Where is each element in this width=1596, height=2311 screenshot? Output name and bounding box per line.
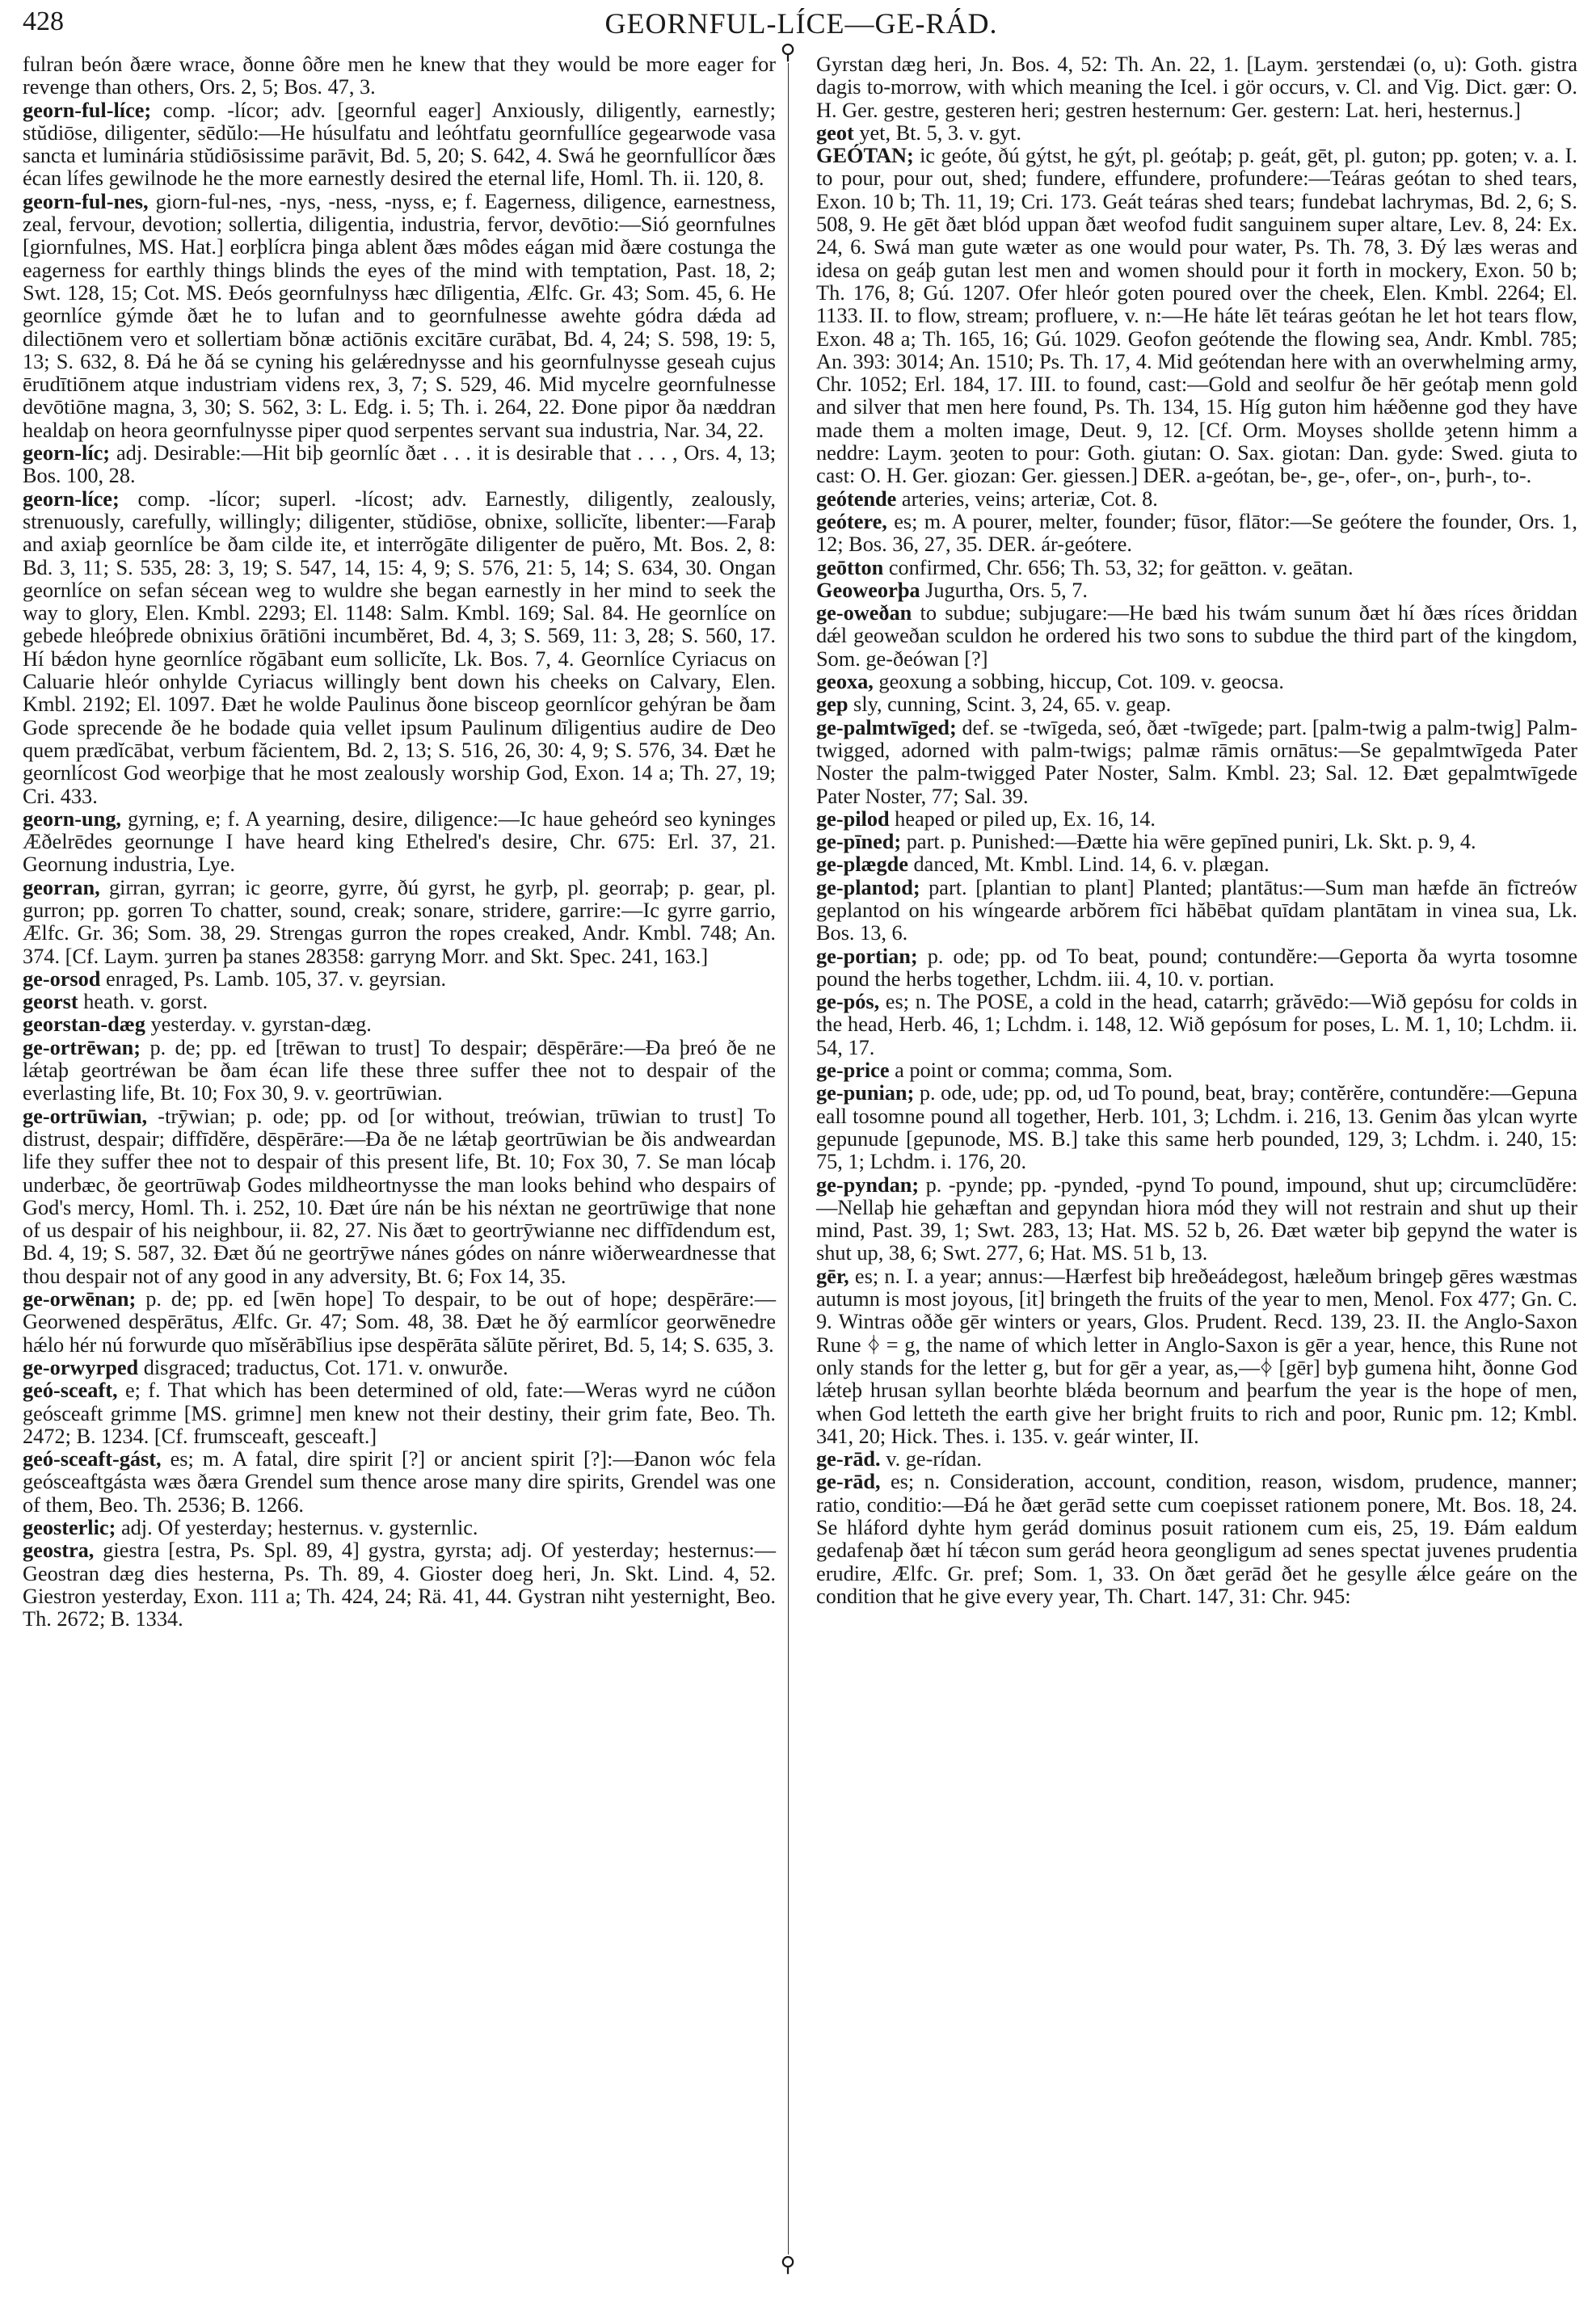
- headword: ge-orwyrped: [23, 1355, 139, 1379]
- headword: ge-ortrūwian,: [23, 1104, 148, 1128]
- headword: ge-pīned;: [816, 830, 902, 854]
- entry-body: confirmed, Chr. 656; Th. 53, 32; for geātton. v. geātan.: [888, 555, 1354, 579]
- entry-body: adj. Of yesterday; hesternus. v. gysternlic.: [120, 1516, 478, 1539]
- headword: geostra,: [23, 1539, 95, 1563]
- entry-body: yesterday. v. gyrstan-dæg.: [150, 1012, 372, 1037]
- headword: georn-ung,: [23, 806, 121, 831]
- dictionary-entry: [816, 945, 1577, 991]
- headword: georstan-dæg: [23, 1012, 145, 1037]
- entry-body: def. se -twīgeda, seó, ðæt -twīgede; part. [palm-twig a palm-twig] Palm-twigged, adorned with palm-twigs; palmæ rāmis ornātus:—Se gepalmtwīgeda Pater Noster the palm-twigged Pater Noster, Salm. Kmbl. 23; Sal. 12. Ðæt gepalmtwīgede Pater Noster, 77; Sal. 39.: [816, 715, 1577, 808]
- entry-body: comp. -lícor; adv. [geornful eager] Anxiously, diligently, earnestly; stŭdiōse, diligenter, sēdŭlo:—He húsulfatu and leóhtfatu geornfullíce gegearwode vasa sancta et luminária stŭdiōsissime parāvit, Bd. 5, 20; S. 642, 4. Swá he geornfullícor ðæs écan lífes gewilnode he the more earnestly desired the eternal life, Homl. Th. ii. 120, 8.: [23, 98, 776, 191]
- dictionary-entry: [23, 1448, 776, 1517]
- dictionary-entry: [816, 853, 1577, 876]
- headword: ge-pyndan;: [816, 1172, 920, 1197]
- dictionary-entry: [816, 808, 1577, 831]
- dictionary-entry: [816, 122, 1577, 145]
- entry-body: enraged, Ps. Lamb. 105, 37. v. geyrsian.: [105, 966, 447, 991]
- dictionary-entry: [23, 53, 776, 99]
- dictionary-entry: [816, 717, 1577, 808]
- dictionary-entry: [23, 808, 776, 877]
- headword: ge-rād,: [816, 1470, 881, 1494]
- headword: georn-ful-nes,: [23, 189, 149, 213]
- entry-body: adj. Desirable:—Hit biþ geornlíc ðæt . . . it is desirable that . . . , Ors. 4, 13; Bos. 100, 28.: [23, 441, 776, 488]
- entry-body: giestra [estra, Ps. Spl. 89, 4] gystra, gyrsta; adj. Of yesterday; hesternus:—Geostran dæg dies hesterna, Ps. Th. 89, 4. Gioster doeg heri, Jn. Skt. Lind. 4, 52. Giestron yesterday, Exon. 111 a; Th. 424, 24; Rä. 41, 44. Gystran niht yesternight, Beo. Th. 2672; B. 1334.: [23, 1539, 776, 1631]
- right-column: [816, 53, 1577, 1608]
- entry-body: -trȳwian; p. ode; pp. od [or without, treówian, trūwian to trust] To distrust, despair; diffīdĕre, dēspērāre:—Ða ðe ne lǽtaþ geortrūwian be ðis andweardan life they suffer thee not to despair of this present life, Bt. 10; Fox 30, 7. Se man lócaþ underbæc, ðe geortrūwaþ Godes mildheortnysse the man looks behind who despairs of God's mercy, Homl. Th. i. 252, 10. Ðæt úre nán be his néxtan ne geortrūwige that none of us despair of his neighbour, ii. 82, 27. Nis ðæt to geortrȳwianne nec diffīdendum est, Bd. 4, 19; S. 587, 32. Ðæt ðú ne geortrȳwe nánes gódes on nánre wiðerweardnesse that thou despair not of any good in any adversity, Bt. 6; Fox 14, 35.: [23, 1104, 777, 1288]
- column-divider: [788, 48, 789, 2263]
- dictionary-entry: [23, 1105, 776, 1288]
- headword: ge-oweðan: [816, 601, 912, 625]
- dictionary-entry: [816, 1471, 1577, 1608]
- entry-body: yet, Bt. 5, 3. v. gyt.: [859, 120, 1021, 145]
- entry-body: Jugurtha, Ors. 5, 7.: [925, 578, 1088, 602]
- entry-body: comp. -lícor; superl. -lícost; adv. Earnestly, diligently, zealously, strenuously, carefully, willingly; diligenter, stŭdiōse, obnixe, sollicĭte, libenter:—Faraþ and axiaþ geornlíce be ðam cilde ite, et interrŏgāte diligenter de puĕro, Mt. Bos. 2, 8: Bd. 3, 11; S. 535, 28: 3, 19; S. 547, 14, 15: 4, 9; S. 576, 21: 5, 14; S. 634, 30. Ongan geornlíce on sefan sécean weg to wuldre she began earnestly in her mind to seek the way to glory, Elen. Kmbl. 2293; El. 1148: Salm. Kmbl. 169; Sal. 84. He geornlíce on gebede hleóþrede obnixius ōrātiōni incumbĕret, Bd. 4, 3; S. 569, 11: 3, 28; S. 560, 17. Hí bǽdon hyne geornlíce rŏgābant eum sollicĭte, Lk. Bos. 7, 4. Geornlíce Cyriacus on Caluarie hleór onhylde Cyriacus willingly bent down his cheeks on Calvary, Elen. Kmbl. 2192; El. 1097. Ðæt he wolde Paulinus ðone bisceop geornlícor gehýran be ðam Gode sprecende ðe he bodade quia vellet ipsum Paulinum dīligentius audire de Deo quem prædĭcābat, verbum făcientem, Bd. 2, 13; S. 516, 26, 30: 4, 9; S. 576, 34. Ðæt he geornlícost God weorþige that he most zealously worship God, Exon. 14 a; Th. 27, 19; Cri. 433.: [23, 486, 776, 808]
- dictionary-entry: [816, 877, 1577, 945]
- page-header: [23, 6, 1580, 42]
- dictionary-entry: [816, 1174, 1577, 1265]
- dictionary-entry: [816, 53, 1577, 122]
- page-number: 428: [23, 6, 64, 36]
- dictionary-entry: [816, 145, 1577, 487]
- entry-body: es; n. I. a year; annus:—Hærfest biþ hreðeádegost, hæleðum bringeþ gēres wæstmas autumn is most joyous, [it] bringeth the fruits of the year to men, Menol. Fox 477; Gn. C. 9. Wintras oððe gēr winters or years, Glos. Prudent. Recd. 139, 23. II. the Anglo-Saxon Rune ᛄ = g, the name of which letter in Anglo-Saxon is gēr a year, hence, this Rune not only stands for the letter g, but for gēr a year, as,—ᛄ [gēr] byþ gumena hiht, ðonne God lǽteþ hrusan syllan beorhte blǽda beornum and þearfum the year is the hope of men, when God letteth the earth give her bright fruits to rich and poor, Runic pm. 12; Kmbl. 341, 20; Hick. Thes. i. 135. v. geár winter, II.: [816, 1264, 1577, 1448]
- entry-body: girran, gyrran; ic georre, gyrre, ðú gyrst, he gyrþ, pl. georraþ; p. gear, pl. gurron; pp. gorren To chatter, sound, creak; sonare, stridere, garrire:—Ic gyrre garrio, Ælfc. Gr. 36; Som. 38, 29. Strengas gurron the ropes creaked, Andr. Kmbl. 748; An. 374. [Cf. Laym. ȝurren þa stanes 28358: garryng Morr. and Skt. Spec. 241, 163.]: [23, 875, 776, 968]
- entry-body: giorn-ful-nes, -nys, -ness, -nyss, e; f. Eagerness, diligence, earnestness, zeal, fervour, devotion; sollertia, diligentia, industria, fervor, devōtio:—Sió geornfulnes [giornfulnes, MS. Hat.] eorþlícra þinga ablent ðæs môdes eágan mid ðære costunga the eagerness for earthly things blinds the eyes of the mind with temptation, Past. 18, 2; Swt. 128, 15; Cot. MS. Ðeós geornfulnyss hæc dīligentia, Ælfc. Gr. 43; Som. 45, 6. He geornlíce gýmde ðæt he to lufan and to geornfulnesse awehte gódra dǽda ad dilectiōnem vero et sollertiam bŏnæ actiōnis excitāre curābat, Bd. 4, 24; S. 598, 19: 5, 13; S. 632, 8. Ðá he ðá se cyning his gelǽrednysse and his geornfulnysse geseah cujus ērudītiōnem atque industriam videns rex, 3, 7; S. 529, 46. Mid mycelre geornfulnesse devōtiōne magna, 3, 30; S. 562, 3: L. Edg. i. 5; Th. i. 264, 22. Ðone pipor ða næddran healdaþ on heora geornfulnysse piper quod serpentes servant sua industria, Nar. 34, 22.: [23, 189, 776, 442]
- dictionary-entry: [23, 191, 776, 442]
- dictionary-entry: [23, 442, 776, 488]
- page-title: GEORNFUL-LÍCE—GE-RÁD.: [604, 7, 998, 40]
- entry-body: es; n. The POSE, a cold in the head, catarrh; grăvēdo:—Wið gepósu for colds in the head, Herb. 46, 1; Lchdm. i. 148, 12. Wið gepósum for poses, L. M. 1, 10; Lchdm. ii. 54, 17.: [816, 990, 1578, 1059]
- headword: georst: [23, 990, 78, 1014]
- headword: ge-rād.: [816, 1447, 881, 1471]
- entry-body: p. de; pp. ed [trēwan to trust] To despair; dēspērāre:—Ða þreó ðe ne lǽtaþ geortréwan be ðam écan life these three suffer thee not to despair of the everlasting life, Bt. 10; Fox 30, 9. v. geortrūwian.: [23, 1035, 776, 1105]
- headword: ge-punian;: [816, 1081, 915, 1105]
- dictionary-entry: [816, 991, 1577, 1059]
- entry-body: p. ode; pp. od To beat, pound; contundĕre:—Geporta ða wyrta tosomne pound the herbs together, Lchdm. iii. 4, 10. v. portian.: [816, 944, 1577, 991]
- entry-body: a point or comma; comma, Som.: [895, 1059, 1173, 1083]
- dictionary-entry: [23, 1288, 776, 1357]
- divider-ornament-bottom-icon: ⚲: [777, 2254, 798, 2275]
- dictionary-entry: [816, 602, 1577, 671]
- headword: ge-plægde: [816, 852, 908, 877]
- dictionary-entry: [23, 99, 776, 191]
- entry-body: danced, Mt. Kmbl. Lind. 14, 6. v. plægan.: [913, 852, 1270, 877]
- dictionary-entry: [816, 488, 1577, 511]
- entry-body: gyrning, e; f. A yearning, desire, diligence:—Ic haue geheórd seo kyninges Æðelrēdes geornunge I have heard king Ethelred's desire, Chr. 675: Erl. 37, 21. Geornung industria, Lye.: [23, 806, 777, 877]
- headword: georn-líce;: [23, 486, 120, 511]
- entry-body: sly, cunning, Scint. 3, 24, 65. v. geap.: [853, 692, 1172, 717]
- entry-body: p. -pynde; pp. -pynded, -pynd To pound, impound, shut up; circumclūdĕre:—Nellaþ hie gehæftan and gepyndan hiora mód they will not restrain and shut up their mind, Past. 39, 1; Swt. 283, 13; Hat. MS. 52 b, 26. Ðæt wæter biþ gepynd the water is shut up, 38, 6; Swt. 277, 6; Hat. MS. 51 b, 13.: [816, 1172, 1578, 1265]
- dictionary-entry: [816, 1265, 1577, 1448]
- headword: gēr,: [816, 1264, 849, 1288]
- dictionary-entry: [23, 1357, 776, 1379]
- headword: ge-plantod;: [816, 875, 920, 899]
- headword: geoxa,: [816, 670, 874, 694]
- dictionary-entry: [816, 671, 1577, 693]
- headword: ge-orsod: [23, 966, 101, 991]
- entry-body: part. [plantian to plant] Planted; plantātus:—Sum man hæfde ān fīctreów geplantod on his wíngearde arbŏrem fīci hăbēbat quīdam plantātam in vinea sua, Lk. Bos. 13, 6.: [816, 875, 1577, 945]
- dictionary-entry: [816, 1448, 1577, 1471]
- dictionary-entry: [23, 877, 776, 968]
- entry-body: geoxung a sobbing, hiccup, Cot. 109. v. geocsa.: [878, 670, 1284, 694]
- headword: ge-portian;: [816, 944, 918, 968]
- entry-body: ic geóte, ðú gýtst, he gýt, pl. geótaþ; p. geát, gēt, pl. guton; pp. goten; v. a. I. to pour, pour out, shed; fundere, effundere, profundere:—Teáras geótan to shed tears, Exon. 10 b; Th. 11, 19; Cri. 173. Geát teáras shed tears; fundebat lachrymas, Bd. 2, 6; S. 508, 9. He gēt ðæt blód uppan ðæt weofod fudit sanguinem super altare, Lev. 8, 24: Ex. 24, 6. Swá man gute wæter as one would pour water, Ps. Th. 78, 3. Ðý læs weras and idesa on geáþ gutan lest men and women should pour it forth in mockery, Exon. 50 b; Th. 176, 8; Gú. 1207. Ofer hleór goten poured over the cheek, Elen. Kmbl. 2264; El. 1133. II. to flow, stream; profluere, v. n:—He háte lēt teáras geótan he let hot tears flow, Exon. 48 a; Th. 165, 16; Gú. 1029. Geofon geótende the flowing sea, Andr. Kmbl. 785; An. 393: 3014; An. 1510; Ps. Th. 17, 4. Mid geótendan here with an overwhelming army, Chr. 1052; Erl. 184, 17. III. to found, cast:—Gold and seolfur ðe hēr geótaþ menn gold and silver that men here found, Ps. Th. 134, 15. Híg guton him hǽðenne god they have made them a molten image, Deut. 9, 12. [Cf. Orm. Moyses shollde ȝetenn himm a neddre: Laym. ȝeoten to pour: Goth. giutan: O. Sax. giotan: Dan. gyde: Swed. giuta to cast: O. H. Ger. giozan: Ger. giessen.] DER. a-geótan, be-, ge-, ofer-, on-, þurh-, to-.: [816, 144, 1577, 488]
- headword: gep: [816, 692, 849, 717]
- entry-body: p. de; pp. ed [wēn hope] To despair, to be out of hope; despērāre:—Georwened despērātus, Ælfc. Gr. 47; Som. 48, 38. Ðæt he ðý earmlícor georwēnedre hǽlo hér nú forwurde quo mĭsĕrābĭlius ipse despērāta sălūte pĕriret, Bd. 5, 14; S. 635, 3.: [23, 1287, 776, 1357]
- dictionary-entry: [23, 1539, 776, 1631]
- headword: ge-ortrēwan;: [23, 1035, 141, 1059]
- dictionary-entry: [816, 693, 1577, 716]
- entry-body: es; m. A fatal, dire spirit [?] or ancient spirit [?]:—Ðanon wóc fela geósceaftgásta wæs ðæra Grendel sum thence arose many dire spirits, Grendel was one of them, Beo. Th. 2536; B. 1266.: [23, 1447, 777, 1517]
- dictionary-entry: [23, 1037, 776, 1105]
- dictionary-entry: [23, 991, 776, 1013]
- entry-body: arteries, veins; arteriæ, Cot. 8.: [901, 486, 1158, 511]
- headword: Geoweorþa: [816, 578, 920, 602]
- entry-body: part. p. Punished:—Ðætte hia wēre gepīned puniri, Lk. Skt. p. 9, 4.: [906, 830, 1476, 854]
- entry-body: heaped or piled up, Ex. 16, 14.: [895, 806, 1156, 831]
- headword: ge-orwēnan;: [23, 1287, 137, 1311]
- headword: geó-sceaft,: [23, 1379, 118, 1403]
- headword: georn-ful-líce;: [23, 98, 152, 122]
- dictionary-entry: [816, 511, 1577, 557]
- entry-body: p. ode, ude; pp. od, ud To pound, beat, bray; contĕrĕre, contundĕre:—Gepuna eall tosomne pound all together, Herb. 101, 3; Lchdm. i. 216, 13. Genim ðas ylcan wyrte gepunude [gepunode, MS. B.] take this same herb pounded, 129, 3; Lchdm. i. 240, 15: 75, 1; Lchdm. i. 176, 20.: [816, 1081, 1577, 1174]
- headword: geōtton: [816, 555, 884, 579]
- dictionary-entry: [816, 1059, 1577, 1082]
- headword: ge-pilod: [816, 806, 890, 831]
- headword: georran,: [23, 875, 100, 899]
- headword: ge-palmtwīged;: [816, 715, 957, 739]
- headword: geótende: [816, 486, 897, 511]
- dictionary-entry: [23, 1013, 776, 1036]
- entry-body: e; f. That which has been determined of old, fate:—Weras wyrd ne cúðon geósceaft grimme [MS. grimne] men knew not their destiny, their grim fate, Beo. Th. 2472; B. 1234. [Cf. frumsceaft, gesceaft.]: [23, 1379, 777, 1448]
- entry-body: fulran beón ðære wrace, ðonne ôðre men he knew that they would be more eager for revenge than others, Ors. 2, 5; Bos. 47, 3.: [23, 53, 776, 99]
- headword: geot: [816, 120, 854, 145]
- dictionary-entry: [816, 557, 1577, 579]
- dictionary-entry: [816, 1082, 1577, 1173]
- dictionary-entry: [816, 831, 1577, 853]
- headword: ge-price: [816, 1059, 890, 1083]
- dictionary-entry: [23, 1379, 776, 1448]
- dictionary-entry: [23, 488, 776, 808]
- entry-body: v. ge-rídan.: [886, 1447, 982, 1471]
- entry-body: to subdue; subjugare:—He bæd his twám sunum ðæt hí ðæs ríces ðriddan dǽl geoweðan sculdon he ordered his two sons to subdue the third part of the kingdom, Som. ge-ðeówan [?]: [816, 601, 1578, 671]
- headword: GEÓTAN;: [816, 144, 914, 168]
- entry-body: heath. v. gorst.: [83, 990, 208, 1014]
- headword: geosterlic;: [23, 1516, 116, 1539]
- entry-body: disgraced; traductus, Cot. 171. v. onwurðe.: [143, 1355, 508, 1379]
- headword: ge-pós,: [816, 990, 880, 1014]
- dictionary-entry: [816, 579, 1577, 602]
- dictionary-entry: [23, 1517, 776, 1539]
- left-column: [23, 53, 776, 1631]
- headword: geótere,: [816, 509, 887, 533]
- headword: geó-sceaft-gást,: [23, 1447, 162, 1471]
- entry-body: es; n. Consideration, account, condition, reason, wisdom, prudence, manner; ratio, conditio:—Ðá he ðæt gerād sette cum coepisset rationem ponere, Mt. Bos. 18, 24. Se hláford dyhte hym gerád dominus posuit rationem cum eis, 25, 19. Ðám ealdum gedafenaþ ðæt hí tǽcon sum gerád heora geongligum ad senes spectat juvenes prudentia erudire, Ælfc. Gr. pref; Som. 1, 33. On ðæt gerād ðet he gesylle ǽlce geáre on the condition that he give every year, Th. Chart. 147, 31: Chr. 945:: [816, 1470, 1577, 1608]
- dictionary-entry: [23, 968, 776, 991]
- entry-body: es; m. A pourer, melter, founder; fūsor, flātor:—Se geótere the founder, Ors. 1, 12; Bos. 36, 27, 35. DER. ár-geótere.: [816, 509, 1578, 557]
- headword: georn-líc;: [23, 441, 111, 465]
- divider-ornament-top-icon: ⚲: [777, 42, 798, 63]
- entry-body: Gyrstan dæg heri, Jn. Bos. 4, 52: Th. An. 22, 1. [Laym. ȝerstendæi (o, u): Goth. gistra dagis to-morrow, with which meaning the Icel. i gör occurs, v. Cl. and Vig. Dict. gær: O. H. Ger. gestre, gesteren heri; gestren hesternum: Ger. gestern: Lat. heri, hesternus.]: [816, 53, 1577, 122]
